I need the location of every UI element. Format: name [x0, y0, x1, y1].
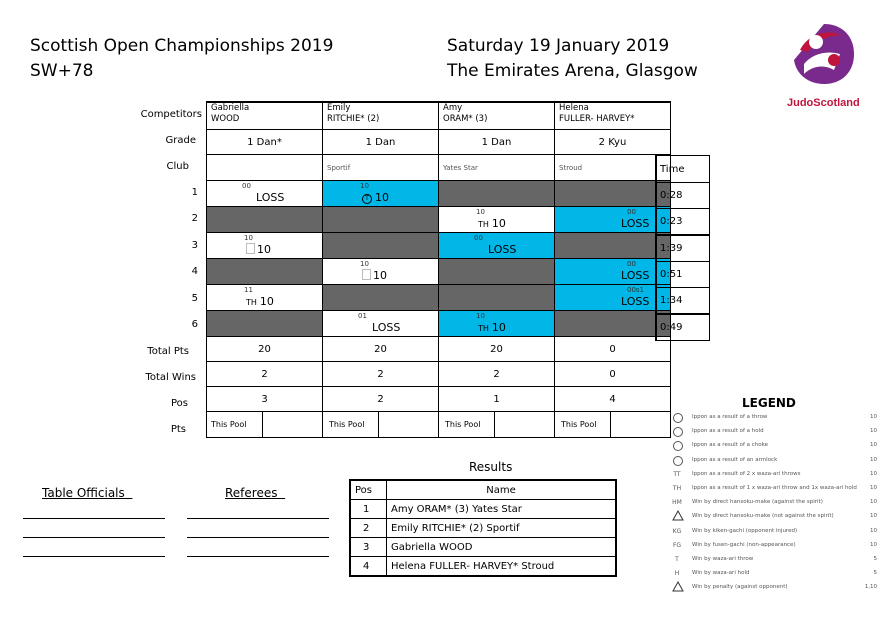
bout-cell [323, 181, 439, 207]
legend-description: Ippon as a result of a hold [692, 428, 764, 435]
bout-score: 10 [476, 312, 485, 320]
legend-points: 10 [870, 442, 877, 449]
circle-icon [673, 456, 683, 466]
competitor-2 [323, 102, 439, 130]
competitor-4 [555, 102, 671, 130]
bout-cell [555, 259, 671, 285]
legend-description: Win by kiken-gachi (opponent injured) [692, 527, 798, 534]
club-cell: Yates Star [439, 155, 555, 181]
legend-description: Win by direct hansoku-make (not against the spirit) [692, 513, 834, 520]
legend-item [672, 556, 877, 570]
bout-result [246, 243, 271, 256]
pos-row [207, 387, 671, 412]
weight-category: SW+78 [30, 61, 94, 81]
bout-cell-blocked [439, 259, 555, 285]
results-row [350, 538, 616, 557]
legend-item [672, 428, 877, 442]
row-label-bout-1: 1 [191, 187, 198, 198]
legend-description: Ippon as a result of a choke [692, 442, 769, 449]
pos-cell: 2 [323, 387, 439, 412]
circle-icon [673, 413, 683, 423]
legend-item [672, 584, 877, 598]
bout-result [362, 191, 389, 204]
total-wins-cell: 2 [323, 362, 439, 387]
legend-item [672, 542, 877, 556]
results-table [349, 479, 617, 577]
legend-item [672, 570, 877, 584]
bout-row [207, 207, 671, 233]
pts-row [207, 412, 671, 438]
competitor-last-name: FULLER- HARVEY* [559, 114, 635, 124]
total-wins-cell: 2 [439, 362, 555, 387]
results-name: Amy ORAM* (3) Yates Star [387, 500, 617, 519]
bout-cell-blocked [207, 259, 323, 285]
legend-item [672, 485, 877, 499]
club-cell: Sportif [323, 155, 439, 181]
legend-points: 10 [870, 527, 877, 534]
competitor-last-name: RITCHIE* (2) [327, 114, 380, 124]
blank-box-icon [246, 243, 255, 254]
loss-label: LOSS [621, 295, 650, 308]
legend-points: 10 [870, 541, 877, 548]
pts-cell [555, 412, 671, 438]
results-row [350, 500, 616, 519]
win-points: 10 [257, 243, 271, 256]
bout-row [207, 311, 671, 337]
bout-cell [439, 311, 555, 337]
legend-points: 10 [870, 470, 877, 477]
results-header-name: Name [387, 480, 617, 500]
bout-cell-blocked [439, 181, 555, 207]
bout-row [207, 259, 671, 285]
bout-time: 1:39 [655, 235, 710, 262]
official-signature-line [23, 518, 165, 519]
bout-row [207, 233, 671, 259]
bout-row [207, 181, 671, 207]
legend-points: 10 [870, 513, 877, 520]
competitors-row [207, 102, 671, 130]
results-row [350, 519, 616, 538]
triangle-icon [672, 510, 682, 523]
pos-cell: 3 [207, 387, 323, 412]
competitor-first-name: Emily [327, 103, 351, 113]
total-wins-row [207, 362, 671, 387]
bout-result [362, 269, 387, 282]
total-wins-cell: 0 [555, 362, 671, 387]
bout-result [621, 295, 649, 308]
legend-code-icon: T [675, 556, 679, 563]
bout-cell-blocked [555, 311, 671, 337]
bout-time: 0:28 [655, 182, 710, 209]
pos-cell: 4 [555, 387, 671, 412]
club-row [207, 155, 671, 181]
waza-ari-combination-icon: TH [478, 324, 489, 333]
legend-description: Ippon as a result of a throw [692, 414, 768, 420]
referee-signature-line [187, 518, 329, 519]
pts-cell [323, 412, 439, 438]
results-header-row [350, 480, 616, 500]
bout-score: 10 [360, 182, 369, 190]
win-points: 10 [491, 321, 506, 334]
bout-cell-blocked [207, 311, 323, 337]
results-pos: 3 [350, 538, 387, 557]
loss-label: LOSS [372, 321, 401, 334]
triangle-icon [672, 581, 682, 594]
results-row [350, 557, 616, 577]
total-pts-cell: 20 [207, 337, 323, 362]
time-header: Time [655, 155, 710, 183]
legend-code-icon: KG [672, 527, 682, 535]
competitor-last-name: ORAM* (3) [443, 114, 488, 124]
legend-points: 10 [870, 414, 877, 420]
bout-result [256, 191, 284, 204]
competitor-first-name: Gabriella [211, 103, 250, 113]
legend-item [672, 513, 877, 527]
legend-points: 1,10 [864, 584, 877, 591]
bout-cell-blocked [323, 233, 439, 259]
bout-result [478, 217, 506, 230]
legend-points: 5 [873, 570, 877, 577]
bout-score: 00 [627, 260, 636, 268]
grade-cell: 1 Dan [323, 130, 439, 155]
results-name: Emily RITCHIE* (2) Sportif [387, 519, 617, 538]
legend-points: 10 [870, 456, 877, 463]
bout-result [246, 295, 274, 308]
official-signature-line [23, 537, 165, 538]
pool-table [206, 101, 671, 438]
bout-rows [207, 181, 671, 337]
legend-item [672, 471, 877, 485]
legend-code-icon: HM [672, 499, 682, 507]
bout-score: 01 [358, 312, 367, 320]
legend-item [672, 528, 877, 542]
bout-cell-blocked [555, 233, 671, 259]
results-title: Results [469, 460, 513, 474]
results-pos: 4 [350, 557, 387, 577]
referee-signature-line [187, 537, 329, 538]
legend-code-icon: TH [672, 485, 682, 492]
pts-cell [439, 412, 555, 438]
bout-score: 10 [244, 234, 253, 242]
bout-time: 0:49 [655, 314, 710, 341]
row-label-bout-5: 5 [191, 293, 198, 304]
loss-label: LOSS [621, 217, 650, 230]
grade-cell: 2 Kyu [555, 130, 671, 155]
legend-item [672, 499, 877, 513]
bout-cell-blocked [555, 181, 671, 207]
bout-result [621, 269, 649, 282]
competitor-first-name: Amy [443, 103, 463, 113]
legend-code-icon: FG [672, 541, 682, 549]
row-label-bout-2: 2 [191, 213, 198, 224]
row-label-total-pts: Total Pts [147, 346, 189, 357]
referees-heading: Referees [225, 486, 278, 500]
total-pts-cell: 20 [323, 337, 439, 362]
bout-row [207, 285, 671, 311]
win-points: 10 [491, 217, 506, 230]
grade-cell: 1 Dan [439, 130, 555, 155]
legend-points: 10 [870, 485, 877, 491]
bout-cell [323, 311, 439, 337]
circle-icon [673, 427, 683, 437]
bout-result [478, 321, 506, 334]
legend-item [672, 457, 877, 471]
total-pts-row [207, 337, 671, 362]
legend-description: Ippon as a result of 1 x waza-ari throw and 1x waza-ari hold [692, 485, 857, 491]
bout-score: 00s1 [627, 286, 645, 294]
legend-title: LEGEND [742, 396, 796, 410]
total-pts-cell: 20 [439, 337, 555, 362]
legend-code-icon: H [674, 570, 680, 578]
event-date: Saturday 19 January 2019 [447, 36, 670, 56]
bout-cell [439, 233, 555, 259]
loss-label: LOSS [621, 269, 650, 282]
bout-cell-blocked [323, 285, 439, 311]
event-title: Scottish Open Championships 2019 [30, 36, 334, 56]
total-pts-cell: 0 [555, 337, 671, 362]
row-label-bout-6: 6 [191, 319, 198, 330]
bout-score: 11 [244, 286, 253, 294]
legend-description: Win by penalty (against opponent) [692, 584, 788, 591]
bout-score: 10 [360, 260, 369, 268]
row-label-total-wins: Total Wins [145, 372, 196, 383]
bout-cell [555, 285, 671, 311]
row-label-grade: Grade [165, 135, 196, 146]
table-officials-heading: Table Officials [42, 486, 125, 500]
results-name: Helena FULLER- HARVEY* Stroud [387, 557, 617, 577]
competitor-first-name: Helena [559, 103, 589, 113]
row-label-bout-4: 4 [191, 266, 198, 277]
legend-points: 5 [873, 556, 877, 562]
this-pool-label: This Pool [329, 420, 365, 429]
bout-result [621, 217, 649, 230]
results-header-pos: Pos [350, 480, 387, 500]
logo-text: JudoScotland [787, 97, 860, 109]
loss-label: LOSS [488, 243, 517, 256]
bout-score: 10 [476, 208, 485, 216]
legend-item [672, 442, 877, 456]
win-points: 10 [375, 191, 389, 204]
row-label-bout-3: 3 [191, 240, 198, 251]
bout-cell [439, 207, 555, 233]
grade-cell: 1 Dan* [207, 130, 323, 155]
bout-cell [207, 233, 323, 259]
legend-description: Win by waza-ari hold [692, 570, 750, 577]
results-pos: 1 [350, 500, 387, 519]
bout-cell [323, 259, 439, 285]
legend-description: Win by waza-ari throw [692, 556, 754, 562]
competitor-last-name: WOOD [211, 114, 240, 124]
win-points: 10 [259, 295, 274, 308]
row-label-club: Club [166, 161, 189, 172]
bout-time: 0:23 [655, 208, 710, 235]
bout-time: 0:51 [655, 261, 710, 288]
bout-cell-blocked [439, 285, 555, 311]
legend-code-icon: TT [673, 470, 681, 478]
legend-description: Win by direct hansoku-make (against the spirit) [692, 499, 823, 506]
competitor-3 [439, 102, 555, 130]
legend-description: Ippon as a result of an armlock [692, 456, 778, 463]
legend-description: Ippon as a result of 2 x waza-ari throws [692, 470, 801, 477]
bout-cell-blocked [207, 207, 323, 233]
legend-item [672, 414, 877, 428]
pos-cell: 1 [439, 387, 555, 412]
results-name: Gabriella WOOD [387, 538, 617, 557]
pts-cell [207, 412, 323, 438]
total-wins-cell: 2 [207, 362, 323, 387]
loss-label: LOSS [256, 191, 285, 204]
bout-score: 00 [474, 234, 483, 242]
results-pos: 2 [350, 519, 387, 538]
bout-time: 1:34 [655, 287, 710, 314]
blank-box-icon [362, 269, 371, 280]
grade-row [207, 130, 671, 155]
legend-description: Win by fusen-gachi (non-appearance) [692, 541, 796, 548]
win-points: 10 [373, 269, 387, 282]
bout-result [372, 321, 400, 334]
this-pool-label: This Pool [211, 420, 247, 429]
bout-cell [207, 285, 323, 311]
official-signature-line [23, 556, 165, 557]
waza-ari-combination-icon: TH [246, 298, 257, 307]
legend-points: 10 [870, 428, 877, 435]
results-rows [350, 500, 616, 577]
bout-cell-blocked [323, 207, 439, 233]
referee-signature-line [187, 556, 329, 557]
bout-cell [207, 181, 323, 207]
competitor-1 [207, 102, 323, 130]
row-label-competitors: Competitors [140, 109, 202, 120]
circle-icon [673, 441, 683, 451]
event-venue: The Emirates Arena, Glasgow [447, 61, 698, 81]
this-pool-label: This Pool [445, 420, 481, 429]
row-label-pts: Pts [170, 424, 186, 435]
row-label-pos: Pos [170, 398, 188, 409]
judoscotland-logo [790, 20, 858, 90]
ippon-throw-icon: T [362, 194, 372, 204]
bout-score: 00 [627, 208, 636, 216]
bout-cell [555, 207, 671, 233]
this-pool-label: This Pool [561, 420, 597, 429]
club-cell [207, 155, 323, 181]
bout-score: 00 [242, 182, 251, 190]
legend-points: 10 [870, 499, 877, 506]
club-cell: Stroud [555, 155, 671, 181]
bout-result [488, 243, 516, 256]
waza-ari-combination-icon: TH [478, 220, 489, 229]
